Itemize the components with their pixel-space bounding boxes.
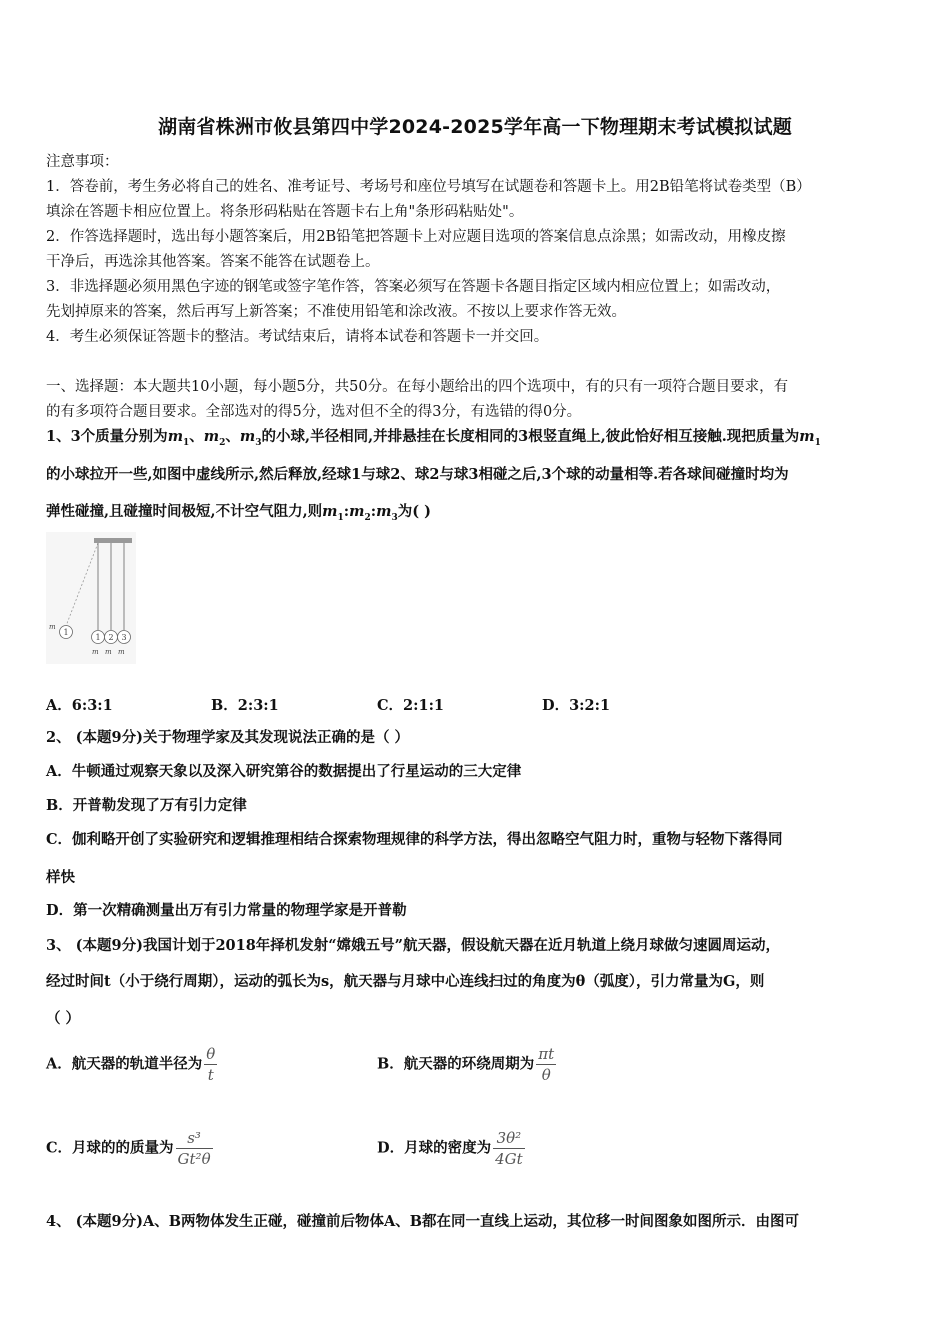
notice-heading: 注意事项： xyxy=(46,154,119,170)
fraction: $\frac{\pi t}{\theta}$ xyxy=(538,1045,555,1084)
ball-3-label: 3 xyxy=(121,633,127,642)
q2-option-a[interactable]: A．牛顿通过观察天象以及深入研究第谷的数据提出了行星运动的三大定律 xyxy=(46,763,522,780)
q4-line1: 4、 (本题9分)A、B两物体发生正碰，碰撞前后物体A、B都在同一直线上运动，其位移一时间图象如图所示．由图可 xyxy=(46,1213,799,1230)
q2-option-d[interactable]: D．第一次精确测量出万有引力常量的物理学家是开普勒 xyxy=(46,902,407,919)
notice-line: 4．考生必须保证答题卡的整洁。考试结束后，请将本试卷和答题卡一并交回。 xyxy=(46,329,549,345)
mass-label-m1: m xyxy=(49,623,56,631)
notice-line: 1．答卷前，考生务必将自己的姓名、准考证号、考场号和座位号填写在试题卷和答题卡上。用2B铅笔将试卷类型（B） xyxy=(46,179,811,195)
fraction: $\frac{\text{3θ²}}{4Gt}$ xyxy=(495,1129,523,1168)
mass-label-m2: m xyxy=(105,648,112,656)
q1-line2: 的小球拉开一些,如图中虚线所示,然后释放,经球1与球2、球2与球3相碰之后,3个球的动量相等.若各球间碰撞时均为 xyxy=(46,466,789,483)
q1-line3: 弹性碰撞,且碰撞时间极短,不计空气阻力,则$m_1:m_2:m_3$为( ) xyxy=(46,503,431,523)
q2-option-c[interactable]: C．伽利略开创了实验研究和逻辑推理相结合探索物理规律的科学方法，得出忽略空气阻力时，重物与轻物下落得同 xyxy=(46,831,783,848)
ball-pulled-label: 1 xyxy=(63,628,69,637)
pendulum-diagram xyxy=(46,532,136,664)
notice-line: 填涂在答题卡相应位置上。将条形码粘贴在答题卡右上角"条形码粘贴处"。 xyxy=(46,204,524,220)
fraction: $\frac{\text{s³}}{\text{Gt²θ}}$ xyxy=(177,1129,211,1168)
section-instructions: 的有多项符合题目要求。全部选对的得5分，选对但不全的得3分，有选错的得0分。 xyxy=(46,404,582,420)
q3-line2: 经过时间t（小于绕行周期），运动的弧长为s，航天器与月球中心连线扫过的角度为θ（弧度），引力常量为G，则 xyxy=(46,973,765,990)
q3-option-d[interactable]: D．月球的密度为 $\frac{\text{3θ²}}{4Gt}$ xyxy=(377,1129,523,1168)
mass-label-m3: m xyxy=(118,648,125,656)
pulled-string xyxy=(66,543,98,626)
notice-line: 2．作答选择题时，选出每小题答案后，用2B铅笔把答题卡上对应题目选项的答案信息点涂黑；如需改动，用橡皮擦 xyxy=(46,229,786,245)
q2-option-b[interactable]: B．开普勒发现了万有引力定律 xyxy=(46,797,247,814)
q1-line1: 1、3个质量分别为$m_1$、$m_2$、$m_3$的小球,半径相同,并排悬挂在长度相同的3根竖直绳上,彼此恰好相互接触.现把质量为$m_1$ xyxy=(46,428,821,448)
notice-line: 干净后，再选涂其他答案。答案不能答在试题卷上。 xyxy=(46,254,380,270)
q1-option-a[interactable]: A．6:3:1 xyxy=(46,697,113,714)
q3-line1: 3、 (本题9分)我国计划于2018年择机发射“嫦娥五号”航天器，假设航天器在近月轨道上绕月球做匀速圆周运动， xyxy=(46,937,780,954)
ball-2-label: 2 xyxy=(108,633,114,642)
q3-option-c[interactable]: C．月球的的质量为 $\frac{\text{s³}}{\text{Gt²θ}}$ xyxy=(46,1129,211,1168)
q1-option-d[interactable]: D．3:2:1 xyxy=(542,697,611,714)
ball-1-label: 1 xyxy=(95,633,101,642)
fraction: $\frac{\theta}{t}$ xyxy=(206,1045,216,1084)
mass-label-m1b: m xyxy=(92,648,99,656)
q3-line3: （ ） xyxy=(46,1010,81,1027)
ceiling-support xyxy=(94,538,132,543)
page-title: 湖南省株洲市攸县第四中学2024-2025学年高一下物理期末考试模拟试题 xyxy=(158,116,792,138)
q1-option-b[interactable]: B．2:3:1 xyxy=(211,697,279,714)
notice-line: 先划掉原来的答案，然后再写上新答案；不准使用铅笔和涂改液。不按以上要求作答无效。 xyxy=(46,304,626,320)
notice-line: 3．非选择题必须用黑色字迹的钢笔或签字笔作答，答案必须写在答题卡各题目指定区域内相应位置上；如需改动， xyxy=(46,279,781,295)
section-instructions: 一、选择题：本大题共10小题，每小题5分，共50分。在每小题给出的四个选项中，有的只有一项符合题目要求，有 xyxy=(46,379,789,395)
q3-option-a[interactable]: A．航天器的轨道半径为 $\frac{\theta}{t}$ xyxy=(46,1045,216,1084)
pendulum-figure xyxy=(46,532,136,664)
q1-option-c[interactable]: C．2:1:1 xyxy=(377,697,445,714)
q3-option-b[interactable]: B．航天器的环绕周期为 $\frac{\pi t}{\theta}$ xyxy=(377,1045,555,1084)
q2-stem: 2、 (本题9分)关于物理学家及其发现说法正确的是（ ） xyxy=(46,729,409,746)
q2-option-c-cont: 样快 xyxy=(46,869,75,886)
